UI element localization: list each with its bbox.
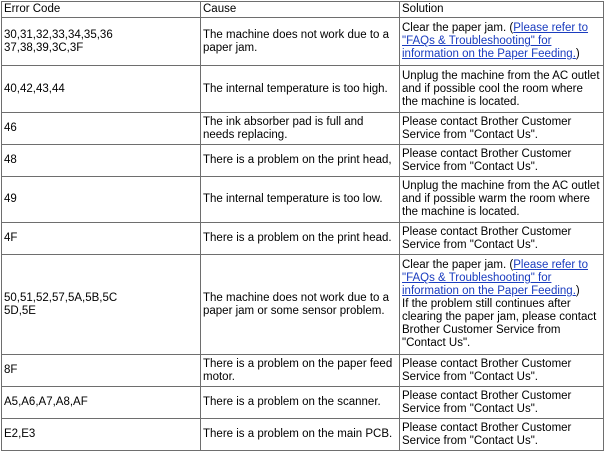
table-row [2,387,604,419]
error-code-cell [2,66,201,113]
solution-extra-text: If the problem still continues after clearing the paper jam, please contact Brother Customer Service from "Contact Us". [402,298,597,349]
cause-cell: The internal temperature is too low. [201,177,400,223]
faq-troubleshooting-link[interactable]: Please refer to "FAQs & Troubleshooting" for information on the Paper Feeding. [402,22,589,60]
cause-cell: The machine does not work due to a paper jam or some sensor problem. [201,255,400,355]
header-cause: Cause [201,2,400,18]
error-code-cell [2,223,201,255]
header-solution: Solution [400,2,604,18]
cause-cell: The machine does not work due to a paper jam. [201,18,400,66]
solution-text: Clear the paper jam. ( [402,259,514,271]
table-row [2,355,604,387]
solution-cell: Please contact Brother Customer Service from "Contact Us". [400,387,604,419]
solution-text-end: ) [575,48,580,60]
solution-cell: Please contact Brother Customer Service from "Contact Us". [400,223,604,255]
table-row [2,66,604,113]
error-code-line: 5D,5E [4,304,36,317]
table-row [2,145,604,177]
solution-cell: Please contact Brother Customer Service from "Contact Us". [400,355,604,387]
table-row [2,223,604,255]
error-code-line: 40,42,43,44 [4,82,65,95]
cause-cell: There is a problem on the paper feed motor. [201,355,400,387]
cause-cell: The internal temperature is too high. [201,66,400,113]
error-code-line: 37,38,39,3C,3F [4,41,84,54]
table-header-row [2,2,604,18]
error-code-cell [2,113,201,145]
table-row [2,419,604,451]
error-code-line: 50,51,52,57,5A,5B,5C [4,291,118,304]
cause-cell: There is a problem on the main PCB. [201,419,400,451]
error-code-line: 46 [4,122,17,134]
error-code-cell [2,419,201,451]
solution-cell: Unplug the machine from the AC outlet and if possible cool the room where the machine is located. [400,66,604,113]
solution-cell: Please contact Brother Customer Service from "Contact Us". [400,113,604,145]
error-code-cell [2,145,201,177]
error-code-line: 8F [4,364,18,376]
solution-cell [400,255,604,355]
solution-text-end: ) [575,285,580,297]
error-code-table [1,1,604,451]
cause-cell: There is a problem on the print head, [201,145,400,177]
error-code-line: E2,E3 [4,428,36,440]
error-code-cell [2,255,201,355]
table-row [2,113,604,145]
cause-cell: There is a problem on the scanner. [201,387,400,419]
cause-cell: There is a problem on the print head. [201,223,400,255]
cause-cell: The ink absorber pad is full and needs replacing. [201,113,400,145]
error-code-cell [2,355,201,387]
solution-cell: Unplug the machine from the AC outlet and if possible warm the room where the machine is located. [400,177,604,223]
table-row [2,255,604,355]
table-row [2,177,604,223]
faq-troubleshooting-link[interactable]: Please refer to "FAQs & Troubleshooting" for information on the Paper Feeding. [402,259,589,297]
error-code-line: 30,31,32,33,34,35,36 [4,28,113,41]
solution-cell [400,18,604,66]
error-code-line: A5,A6,A7,A8,AF [4,396,88,408]
error-code-cell [2,18,201,66]
solution-text: Clear the paper jam. ( [402,22,514,34]
error-code-line: 48 [4,154,17,166]
error-code-cell [2,177,201,223]
header-error-code: Error Code [2,2,201,18]
error-code-line: 4F [4,232,18,244]
error-code-line: 49 [4,193,17,205]
error-code-cell [2,387,201,419]
table-row [2,18,604,66]
solution-cell: Please contact Brother Customer Service from "Contact Us". [400,145,604,177]
solution-cell: Please contact Brother Customer Service from "Contact Us". [400,419,604,451]
